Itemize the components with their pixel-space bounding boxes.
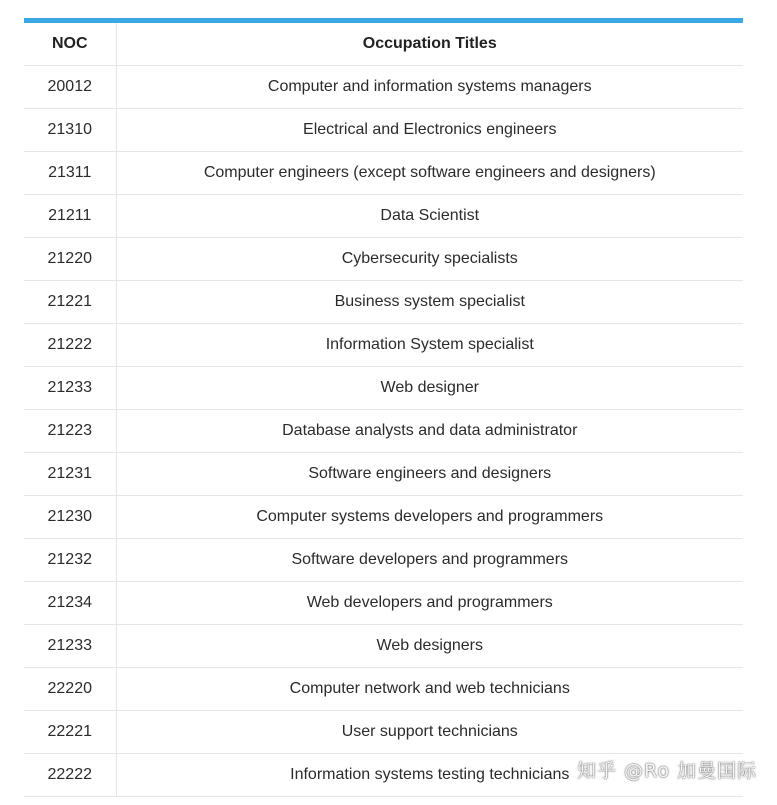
noc-cell: 21233 [24, 625, 116, 668]
noc-cell: 21311 [24, 152, 116, 195]
occupation-table-container [24, 18, 743, 797]
table-row [24, 238, 743, 281]
table-row [24, 66, 743, 109]
table-body [24, 66, 743, 797]
noc-cell: 21221 [24, 281, 116, 324]
noc-cell: 20012 [24, 66, 116, 109]
occupation-title-cell: Software engineers and designers [116, 453, 743, 496]
table-row [24, 668, 743, 711]
occupation-title-cell: Database analysts and data administrator [116, 410, 743, 453]
occupation-title-cell: Web designers [116, 625, 743, 668]
occupation-title-cell: Information systems testing technicians [116, 754, 743, 797]
table-row [24, 539, 743, 582]
table-row [24, 625, 743, 668]
noc-cell: 21233 [24, 367, 116, 410]
occupation-title-cell: Electrical and Electronics engineers [116, 109, 743, 152]
occupation-title-cell: Web developers and programmers [116, 582, 743, 625]
noc-cell: 21230 [24, 496, 116, 539]
occupation-table [24, 23, 743, 797]
noc-cell: 21222 [24, 324, 116, 367]
noc-cell: 21223 [24, 410, 116, 453]
noc-cell: 22220 [24, 668, 116, 711]
occupation-title-cell: Software developers and programmers [116, 539, 743, 582]
header-noc: NOC [24, 23, 116, 66]
occupation-title-cell: Information System specialist [116, 324, 743, 367]
table-row [24, 324, 743, 367]
table-header-row [24, 23, 743, 66]
occupation-title-cell: Business system specialist [116, 281, 743, 324]
noc-cell: 22221 [24, 711, 116, 754]
occupation-title-cell: Cybersecurity specialists [116, 238, 743, 281]
header-occupation-titles: Occupation Titles [116, 23, 743, 66]
occupation-title-cell: Computer systems developers and programmers [116, 496, 743, 539]
occupation-title-cell: Computer engineers (except software engineers and designers) [116, 152, 743, 195]
occupation-title-cell: Computer and information systems managers [116, 66, 743, 109]
noc-cell: 22222 [24, 754, 116, 797]
noc-cell: 21310 [24, 109, 116, 152]
noc-cell: 21231 [24, 453, 116, 496]
table-row [24, 711, 743, 754]
noc-cell: 21234 [24, 582, 116, 625]
table-row [24, 152, 743, 195]
table-row [24, 195, 743, 238]
table-row [24, 496, 743, 539]
table-row [24, 410, 743, 453]
noc-cell: 21220 [24, 238, 116, 281]
occupation-title-cell: Data Scientist [116, 195, 743, 238]
occupation-title-cell: Computer network and web technicians [116, 668, 743, 711]
occupation-title-cell: User support technicians [116, 711, 743, 754]
noc-cell: 21211 [24, 195, 116, 238]
table-row [24, 109, 743, 152]
table-row [24, 367, 743, 410]
table-row [24, 453, 743, 496]
table-row [24, 281, 743, 324]
table-row [24, 582, 743, 625]
noc-cell: 21232 [24, 539, 116, 582]
occupation-title-cell: Web designer [116, 367, 743, 410]
watermark: 知乎 @Ro 加曼国际 [576, 760, 757, 782]
